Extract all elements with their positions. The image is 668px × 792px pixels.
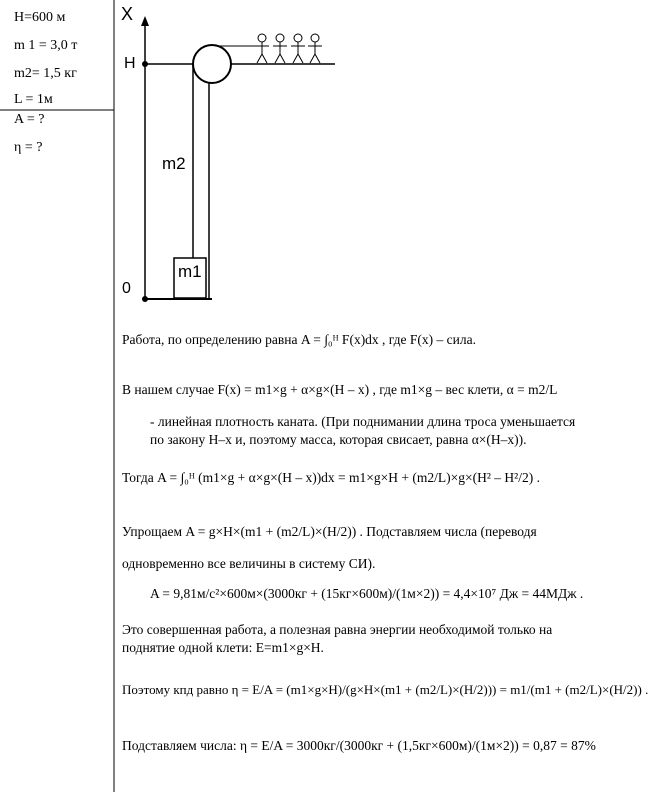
given-mass-cage: m 1 = 3,0 т: [14, 38, 78, 53]
solution-line-11: Поэтому кпд равно η = E/A = (m1×g×H)/(g×H×(m1 + (m2/L)×(H/2))) = m1/(m1 + (m2/L)×(H/2)) .: [122, 682, 649, 697]
zero-point: [142, 296, 148, 302]
given-length: L = 1м: [14, 92, 53, 107]
h-point: [142, 61, 148, 67]
solution-line-10: поднятие одной клети: E=m1×g×H.: [122, 640, 324, 655]
solution-line-1: Работа, по определению равна A = ∫₀ᴴ F(x)dx , где F(x) – сила.: [122, 332, 476, 347]
x-axis-arrow: [141, 16, 149, 26]
find-work: A = ?: [14, 112, 45, 127]
workers: [255, 34, 322, 63]
solution-line-9: Это совершенная работа, а полезная равна энергии необходимой только на: [122, 622, 553, 637]
solution-line-3: - линейная плотность каната. (При поднимании длина троса уменьшается: [150, 414, 576, 429]
rope-label: m2: [162, 154, 186, 173]
given-height: H=600 м: [14, 10, 66, 25]
cage-label: m1: [178, 262, 202, 281]
solution-line-4: по закону H–x и, поэтому масса, которая свисает, равна α×(H–x)).: [150, 432, 527, 447]
axis-h-label: H: [124, 55, 136, 72]
pulley: [193, 45, 231, 83]
find-efficiency: η = ?: [14, 140, 43, 155]
axis-zero-label: 0: [122, 280, 131, 297]
axis-x-label: X: [121, 4, 134, 24]
solution-line-8: A = 9,81м/с²×600м×(3000кг + (15кг×600м)/(1м×2)) = 4,4×10⁷ Дж = 44МДж .: [150, 586, 584, 601]
solution-line-6: Упрощаем A = g×H×(m1 + (m2/L)×(H/2)) . Подставляем числа (переводя: [122, 524, 537, 539]
solution-line-7: одновременно все величины в систему СИ).: [122, 556, 376, 571]
solution-line-5: Тогда A = ∫₀ᴴ (m1×g + α×g×(H – x))dx = m1×g×H + (m2/L)×g×(H² – H²/2) .: [122, 470, 540, 485]
solution-line-12: Подставляем числа: η = E/A = 3000кг/(3000кг + (1,5кг×600м)/(1м×2)) = 0,87 = 87%: [122, 738, 596, 753]
given-mass-rope: m2= 1,5 кг: [14, 66, 77, 81]
solution-line-2: В нашем случае F(x) = m1×g + α×g×(H – x) , где m1×g – вес клети, α = m2/L: [122, 382, 558, 397]
